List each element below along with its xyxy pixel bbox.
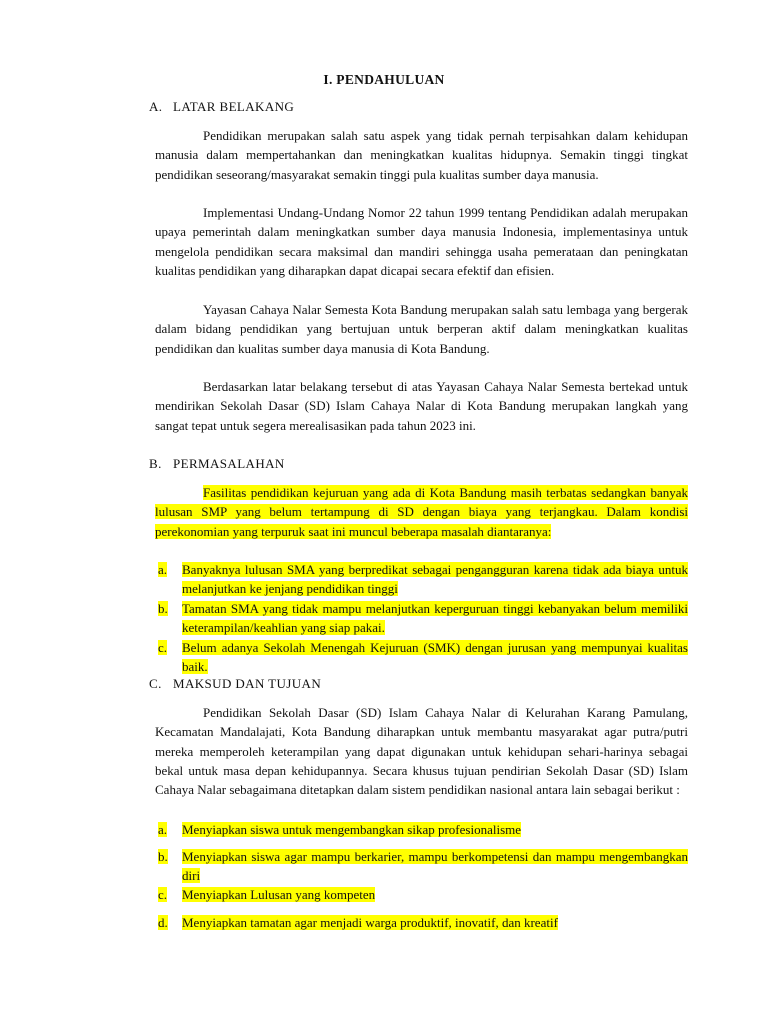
latar-paragraph-1: Pendidikan merupakan salah satu aspek yang tidak pernah terpisahkan dalam kehidupan manusia dalam mempertahankan dan meningkatkan kualitas hidupnya. Semakin tinggi tingkat pendidikan seseorang/masyarakat semakin tinggi pula kualitas sumber daya manusia. [155, 128, 688, 182]
permasalahan-intro [155, 483, 688, 541]
section-a-title: LATAR BELAKANG [173, 99, 295, 114]
section-b-title: PERMASALAHAN [173, 456, 285, 471]
permasalahan-item [155, 599, 688, 638]
section-c-title: MAKSUD DAN TUJUAN [173, 676, 322, 691]
list-marker: a. [158, 822, 168, 837]
list-item-text: Banyaknya lulusan SMA yang berpredikat sebagai pengangguran karena tidak ada biaya untuk melanjutkan ke jenjang pendidikan tinggi [182, 562, 688, 597]
section-c-letter: C. [149, 676, 162, 691]
list-item-text: Menyiapkan siswa untuk mengembangkan sikap profesionalisme [182, 822, 522, 837]
tujuan-item [155, 913, 688, 932]
list-marker: a. [158, 562, 168, 577]
list-marker: b. [158, 601, 168, 616]
latar-paragraph-3: Yayasan Cahaya Nalar Semesta Kota Bandung merupakan salah satu lembaga yang bergerak dalam bidang pendidikan yang bertujuan untuk berperan aktif dalam meningkatkan kualitas pendidikan dan kualitas sumber daya manusia di Kota Bandung. [155, 302, 688, 356]
list-item-text: Menyiapkan Lulusan yang kompeten [182, 887, 376, 902]
list-item-text: Menyiapkan siswa agar mampu berkarier, mampu berkompetensi dan mampu mengembangkan diri [182, 849, 688, 884]
latar-paragraph-4: Berdasarkan latar belakang tersebut di atas Yayasan Cahaya Nalar Semesta bertekad untuk mendirikan Sekolah Dasar (SD) Islam Cahaya Nalar di Kota Bandung merupakan langkah yang sangat tepat untuk segera merealisasikan pada tahun 2023 ini. [155, 379, 688, 433]
list-marker: c. [158, 887, 168, 902]
section-b-heading [149, 456, 285, 472]
list-item-text: Tamatan SMA yang tidak mampu melanjutkan keperguruan tinggi kebanyakan belum memiliki keterampilan/keahlian yang siap pakai. [182, 601, 688, 636]
permasalahan-item [155, 638, 688, 677]
list-item-text: Belum adanya Sekolah Menengah Kejuruan (SMK) dengan jurusan yang mempunyai kualitas baik. [182, 640, 688, 675]
permasalahan-intro-text: Fasilitas pendidikan kejuruan yang ada di Kota Bandung masih terbatas sedangkan banyak lulusan SMP yang belum tertampung di SD dengan biaya yang terjangkau. Dalam kondisi perekonomian yang terpuruk saat ini muncul beberapa masalah diantaranya: [155, 485, 688, 539]
section-a-letter: A. [149, 99, 163, 114]
section-b-letter: B. [149, 456, 162, 471]
latar-paragraph-2: Implementasi Undang-Undang Nomor 22 tahun 1999 tentang Pendidikan adalah merupakan upaya pemerintah dalam meningkatkan sumber daya manusia Indonesia, implementasinya untuk mengelola pendidikan secara maksimal dan mandiri sehingga usaha pemerataan dan peningkatan kualitas pendidikan yang diharapkan dapat dicapai secara efektif dan efisien. [155, 205, 688, 278]
section-a-heading [149, 99, 294, 115]
list-marker: d. [158, 915, 168, 930]
list-marker: c. [158, 640, 168, 655]
page-title: I. PENDAHULUAN [323, 72, 445, 87]
tujuan-item [155, 820, 688, 839]
maksud-paragraph: Pendidikan Sekolah Dasar (SD) Islam Cahaya Nalar di Kelurahan Karang Pamulang, Kecamatan Mandalajati, Kota Bandung diharapkan untuk membantu masyarakat agar putra/putri mereka memperoleh keterampilan yang dapat digunakan untuk kehidupan sehari-harinya sebagai bekal untuk masa depan kehidupannya. Secara khusus tujuan pendirian Sekolah Dasar (SD) Islam Cahaya Nalar sebagaimana ditetapkan dalam sistem pendidikan nasional antara lain sebagai berikut : [155, 705, 688, 798]
tujuan-item [155, 885, 688, 904]
tujuan-item [155, 847, 688, 886]
section-c-heading [149, 676, 321, 692]
permasalahan-item [155, 560, 688, 599]
list-marker: b. [158, 849, 168, 864]
list-item-text: Menyiapkan tamatan agar menjadi warga produktif, inovatif, dan kreatif [182, 915, 558, 930]
